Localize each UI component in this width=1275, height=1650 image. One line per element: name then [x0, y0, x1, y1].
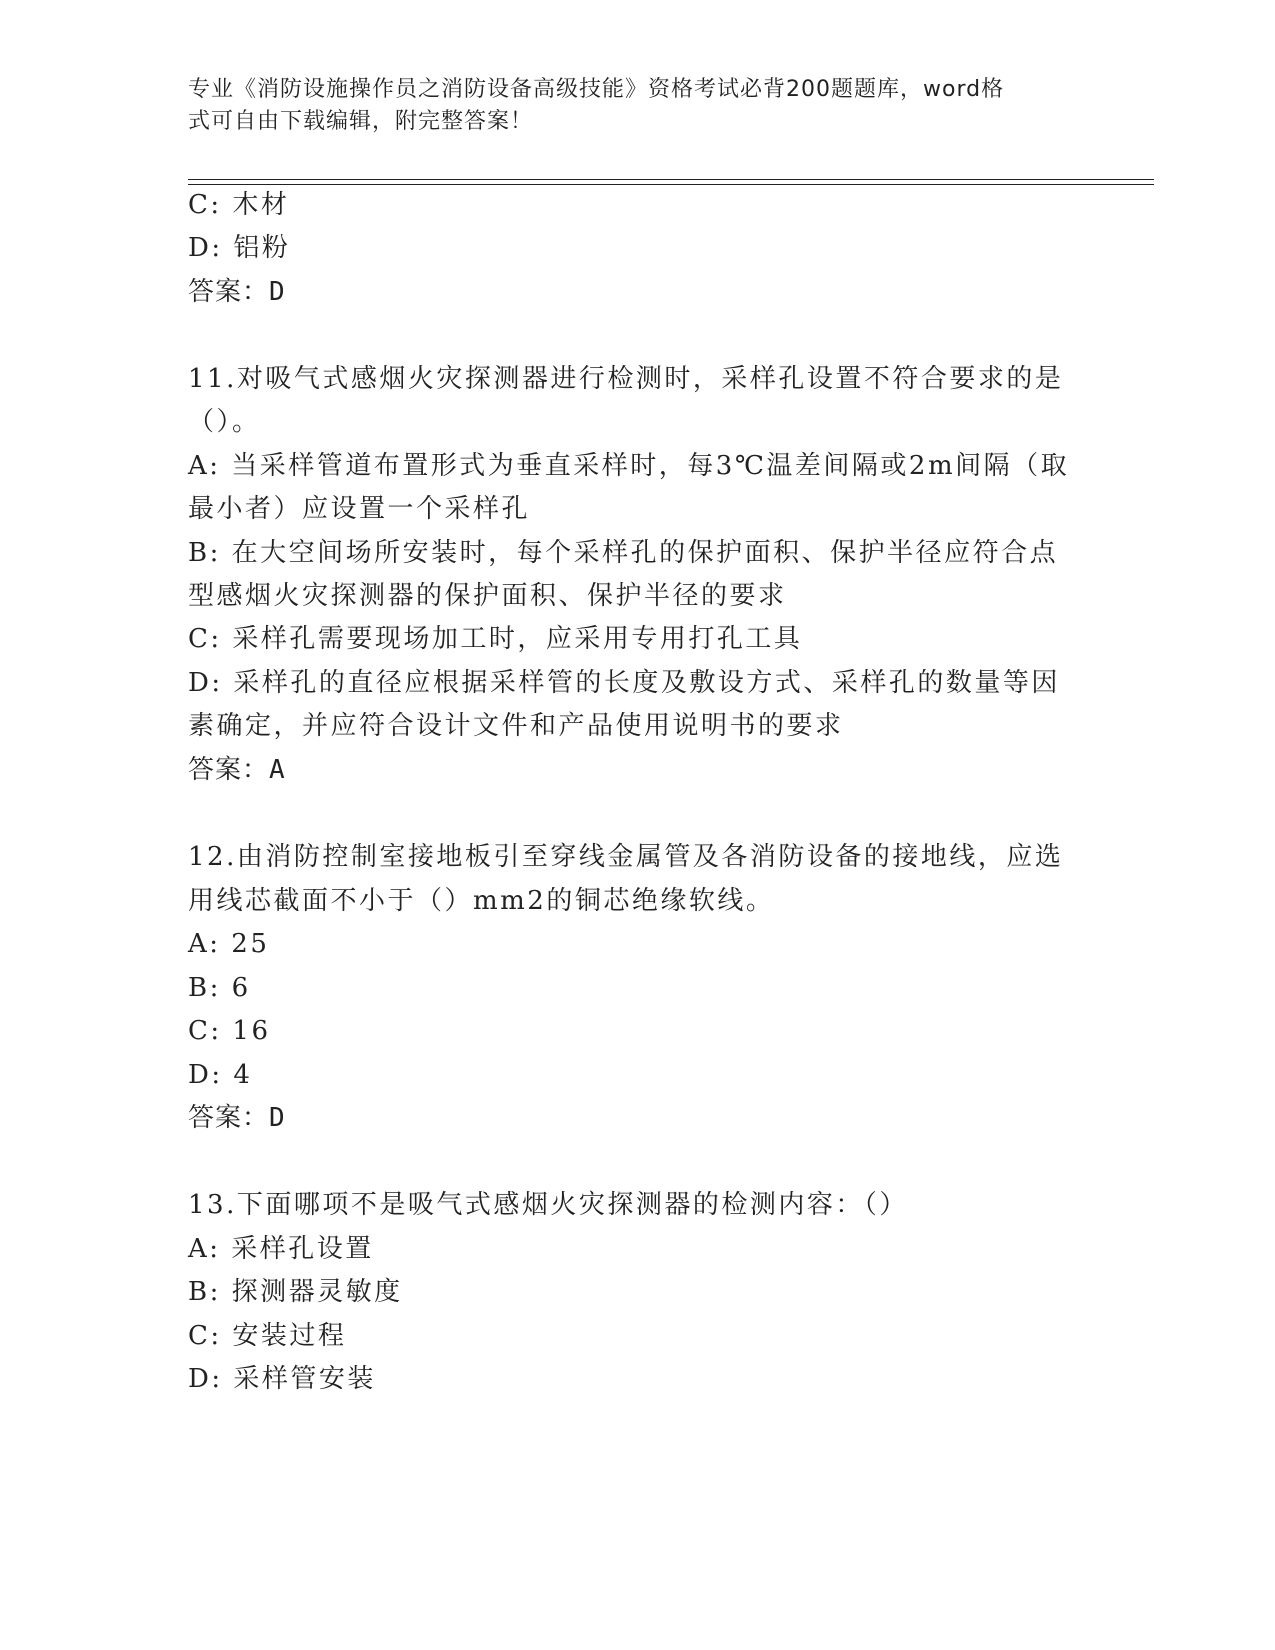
header-line-1: 专业《消防设施操作员之消防设备高级技能》资格考试必背200题题库，word格	[188, 77, 1005, 102]
q13-option-c: C: 安装过程	[188, 1321, 347, 1351]
q12-stem-line-2: 用线芯截面不小于（）mm2的铜芯绝缘软线。	[188, 886, 775, 916]
q12-option-b: B: 6	[188, 973, 251, 1003]
q11-option-b-line-2: 型感烟火灾探测器的保护面积、保护半径的要求	[188, 581, 787, 611]
header-divider-top	[188, 179, 1154, 180]
q11-option-a-line-1: A: 当采样管道布置形式为垂直采样时，每3℃温差间隔或2m间隔（取	[188, 451, 1070, 481]
q11-answer	[188, 753, 1088, 787]
answer-label: 答案：	[188, 1103, 270, 1133]
header-divider-bottom	[188, 184, 1154, 185]
q12-option-d: D: 4	[188, 1060, 253, 1090]
q11-option-d-line-1: D: 采样孔的直径应根据采样管的长度及敷设方式、采样孔的数量等因	[188, 668, 1060, 698]
q11-option-b-line-1: B: 在大空间场所安装时，每个采样孔的保护面积、保护半径应符合点	[188, 538, 1059, 568]
q13-option-b: B: 探测器灵敏度	[188, 1277, 403, 1307]
document-header	[188, 74, 1068, 138]
header-line-2: 式可自由下载编辑，附完整答案！	[188, 109, 534, 134]
prev-option-c: C: 木材	[188, 190, 290, 220]
answer-value: D	[269, 277, 286, 307]
q13-stem-line-1: 13.下面哪项不是吸气式感烟火灾探测器的检测内容：（）	[188, 1190, 908, 1220]
q12-option-a: A: 25	[188, 929, 270, 959]
q13-option-a: A: 采样孔设置	[188, 1234, 374, 1264]
prev-option-d: D: 铝粉	[188, 233, 291, 263]
q12-stem-line-1: 12.由消防控制室接地板引至穿线金属管及各消防设备的接地线，应选	[188, 842, 1064, 872]
answer-value: D	[269, 1103, 286, 1133]
answer-value: A	[269, 755, 286, 785]
answer-label: 答案：	[188, 755, 270, 785]
q11-option-a-line-2: 最小者）应设置一个采样孔	[188, 494, 531, 524]
q12-answer	[188, 1101, 1088, 1135]
q11-stem-line-2: （）。	[188, 407, 261, 437]
q11-option-d-line-2: 素确定，并应符合设计文件和产品使用说明书的要求	[188, 711, 844, 741]
q11-option-c: C: 采样孔需要现场加工时，应采用专用打孔工具	[188, 624, 803, 654]
answer-label: 答案：	[188, 277, 270, 307]
q11-stem-line-1: 11.对吸气式感烟火灾探测器进行检测时，采样孔设置不符合要求的是	[188, 364, 1064, 394]
q12-option-c: C: 16	[188, 1016, 271, 1046]
prev-answer	[188, 275, 1088, 309]
q13-option-d: D: 采样管安装	[188, 1364, 376, 1394]
